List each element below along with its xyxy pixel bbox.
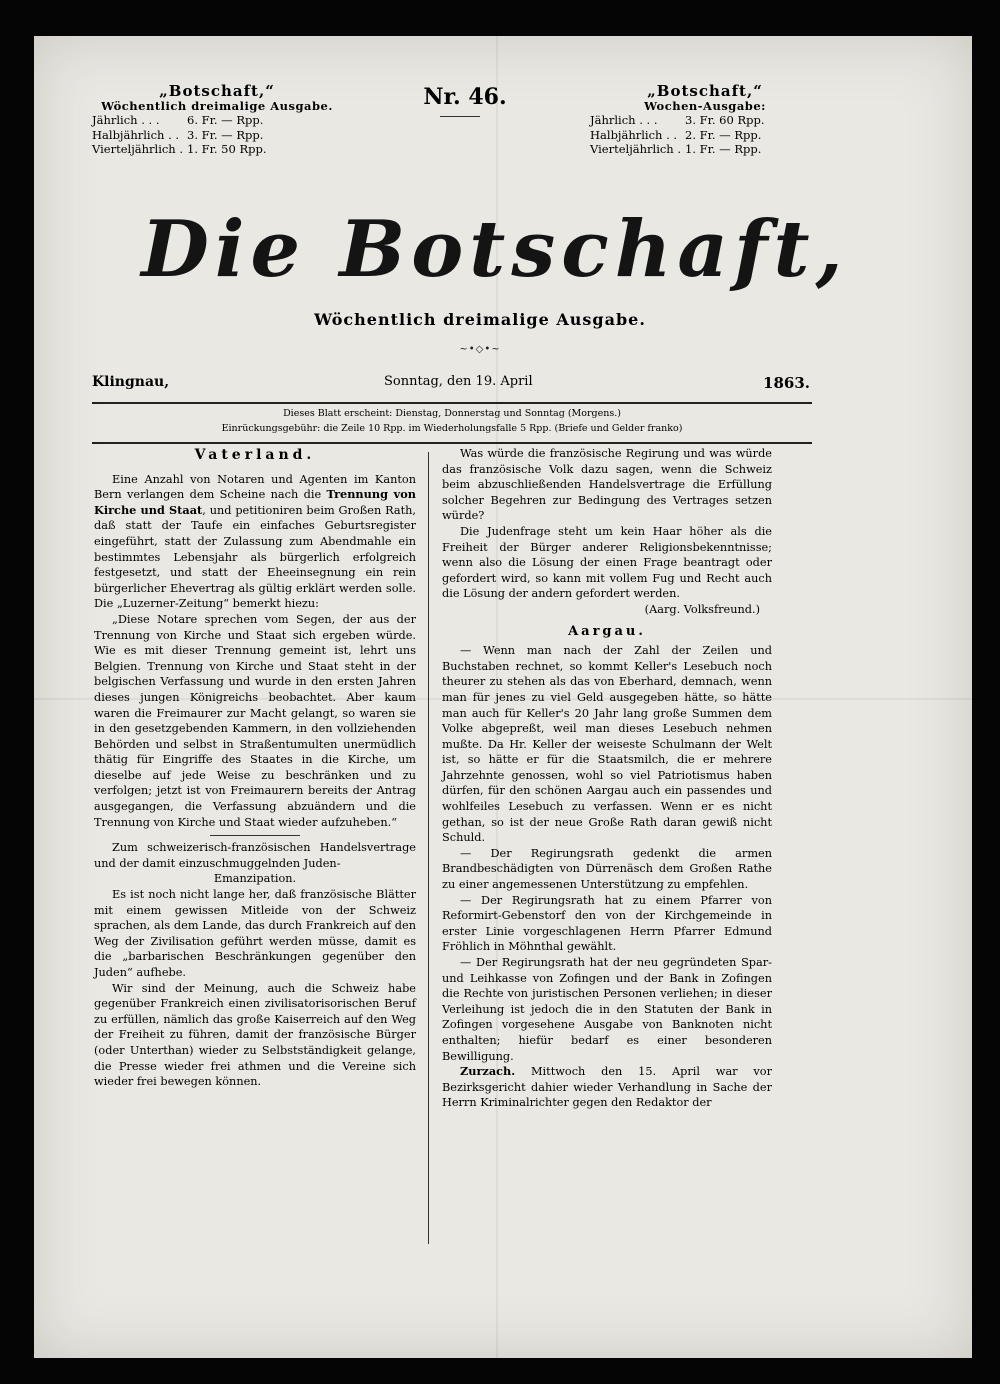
article-paragraph xyxy=(94,472,416,612)
source-attribution: (Aarg. Volksfreund.) xyxy=(644,602,760,616)
article-separator xyxy=(210,835,300,836)
right-block-subtitle: Wochen-Ausgabe: xyxy=(644,98,766,113)
price-row xyxy=(590,113,769,128)
text-run: , und petitioniren beim Großen Rath, daß statt der Taufe ein einfaches Geburtsregister eingeführt, statt der Zulassung zum Abendmahle ein bestimmtes Lebensjahr als bürgerlich erfolgreich festgesetzt, und statt der Eheeinsegnung ein rein bürgerlicher Ehevertrag als gültig erklärt werden solle. Die „Luzerner-Zeitung“ bemerkt hiezu: xyxy=(94,503,416,611)
news-item: — Der Regirungsrath hat der neu gegründeten Spar- und Leihkasse von Zofingen und der Bank in Zofingen die Rechte von juristischen Personen verliehen; in dieser Verleihung ist jedoch die in den Statuten der Bank in Zofingen vorgesehene Ausgabe von Banknoten nicht enthalten; hiefür bedarf es einer besonderen Bewilligung. xyxy=(442,956,772,1063)
notice-line-fees: Einrückungsgebühr: die Zeile 10 Rpp. im Wiederholungsfalle 5 Rpp. (Briefe und Gelder franko) xyxy=(221,423,683,434)
column-divider xyxy=(428,452,429,1244)
issue-number: Nr. 46. xyxy=(423,84,507,110)
news-item: — Der Regirungsrath hat zu einem Pfarrer von Reformirt-Gebenstorf den von der Kirchgemeinde in erster Linie vorgeschlagenen Herrn Pfarrer Edmund Fröhlich in Möhnthal gewählt. xyxy=(442,893,772,954)
notice-line-schedule: Dieses Blatt erscheint: Dienstag, Donnerstag und Sonntag (Morgens.) xyxy=(283,408,621,419)
place-name: Klingnau, xyxy=(92,374,170,390)
price-row xyxy=(92,142,271,157)
price-label: Jährlich . . . xyxy=(590,113,658,127)
left-block-title: „Botschaft,“ xyxy=(159,82,275,100)
price-label: Halbjährlich . . xyxy=(92,127,180,142)
subscription-prices-right xyxy=(590,84,820,157)
article-paragraph: Wir sind der Meinung, auch die Schweiz habe gegenüber Frankreich einen zivilisatorisorischen Beruf zu erfüllen, nämlich das große Kaiserreich auf den Weg der Freiheit zu führen, damit der französische Bürger (oder Unterthan) wieder zu Selbstständigkeit gelange, die Presse wieder frei athmen und die Vereine sich wieder frei bewegen können. xyxy=(94,981,416,1089)
price-amount: 1. Fr. 50 Rpp. xyxy=(187,142,267,156)
article-title-end: Emanzipation. xyxy=(213,872,297,886)
price-amount: 2. Fr. — Rpp. xyxy=(685,127,762,142)
text-run: Eine Anzahl von Notaren und Agenten im Kanton Bern verlangen dem Scheine nach die xyxy=(94,472,416,502)
header-rule-bottom xyxy=(92,442,812,444)
price-amount: 6. Fr. — Rpp. xyxy=(187,113,264,127)
subscription-prices-left xyxy=(92,84,342,157)
right-block-title: „Botschaft,“ xyxy=(647,82,763,100)
price-amount: 1. Fr. — Rpp. xyxy=(685,142,762,156)
news-item xyxy=(442,1064,772,1111)
news-item: — Der Regirungsrath gedenkt die armen Brandbeschädigten von Dürrenäsch dem Großen Rathe zu einer angemessenen Unterstützung zu empfehlen. xyxy=(442,846,772,892)
article-paragraph: Die Judenfrage steht um kein Haar höher als die Freiheit der Bürger anderer Religionsbekenntnisse; wenn also die Lösung der einen Frage beantragt oder gefordert wird, so kann mit vollem Fug und Recht auch die Lösung der andern gefordert werden. xyxy=(442,524,772,601)
price-row xyxy=(590,128,769,143)
price-label: Jährlich . . . xyxy=(92,113,160,127)
publication-notice xyxy=(92,406,812,436)
text-run: Mittwoch den 15. April war vor Bezirksgericht dahier wieder Verhandlung in Sache der Herrn Kriminalrichter gegen den Redaktor der xyxy=(442,1065,772,1110)
news-item: — Wenn man nach der Zahl der Zeilen und Buchstaben rechnet, so kommt Keller's Lesebuch noch theurer zu stehen als das von Eberhard, demnach, wenn man für jenes zu viel Geld ausgegeben hätte, so hätte man auch für Keller's 20 Jahr lang große Summen dem Volke abgepreßt, weil man dieses Lesebuch nehmen mußte. Da Hr. Keller der weiseste Schulmann der Welt ist, so hätte er für die Staatsmilch, die er mehrere Jahrzehnte genossen, wohl so viel Patriotismus haben dürfen, für den schönen Aargau auch ein passendes und wohlfeiles Lesebuch zu verfassen. Wenn er es nicht gethan, so ist der neue Große Rath daran gewiß nicht Schuld. xyxy=(442,644,772,845)
masthead-title: Die Botschaft, xyxy=(141,204,849,295)
masthead-subtitle: Wöchentlich dreimalige Ausgabe. xyxy=(314,310,646,329)
price-label: Vierteljährlich . xyxy=(590,142,682,156)
price-row xyxy=(92,113,271,128)
price-amount: 3. Fr. — Rpp. xyxy=(187,127,264,142)
quoted-paragraph: „Diese Notare sprechen vom Segen, der aus der Trennung von Kirche und Staat sich ergeben würde. Wie es mit dieser Trennung gemeint ist, lehrt uns Belgien. Trennung von Kirche und Staat steht in der belgischen Verfassung und wurde in den ersten Jahren dieses jungen Königreichs beobachtet. Aber kaum waren die Freimaurer zur Macht gelangt, so waren sie in den gesetzgebenden Kammern, in den vollziehenden Behörden und selbst in Straßentumulten unermüdlich thätig für Eingriffe des Staates in die Kirche, um dieselbe auf jede Weise zu beschränken und zu verfolgen; jetzt ist von Freimaurern bereits der Antrag ausgegangen, die Verfassung abzuändern und die Trennung von Kirche und Staat wieder aufzuheben.“ xyxy=(94,612,416,829)
bold-phrase: Trennung von Kirche und Staat xyxy=(94,487,416,517)
section-heading-aargau: Aargau. xyxy=(568,623,646,639)
right-column xyxy=(442,446,772,1111)
price-row xyxy=(92,128,271,143)
left-column xyxy=(94,446,416,1090)
bold-place: Zurzach. xyxy=(460,1064,516,1079)
header-rule-top xyxy=(92,402,812,404)
article-paragraph: Es ist noch nicht lange her, daß französische Blätter mit einem gewissen Mitleide von der Schweiz sprachen, als dem Lande, das durch Frankreich auf den Weg der Zivilisation geführt werden müsse, damit es die „barbarischen Beschränkungen gegenüber den Juden“ aufhebe. xyxy=(94,888,416,979)
price-label: Vierteljährlich . xyxy=(92,142,184,156)
left-block-subtitle: Wöchentlich dreimalige Ausgabe. xyxy=(101,98,333,113)
issue-year: 1863. xyxy=(763,374,810,392)
ornament-divider: ~•◇•~ xyxy=(459,344,501,355)
right-price-table xyxy=(590,113,769,157)
section-heading-vaterland: Vaterland. xyxy=(194,447,316,463)
left-price-table xyxy=(92,113,271,157)
issue-date: Sonntag, den 19. April xyxy=(384,374,533,389)
article-paragraph: Was würde die französische Regirung und was würde das französische Volk dazu sagen, wenn die Schweiz beim abzuschließenden Handelsvertrage die Erfüllung solcher Begehren zur Bedingung des Vertrages setzen würde? xyxy=(442,447,772,523)
price-row xyxy=(590,142,769,157)
price-amount: 3. Fr. 60 Rpp. xyxy=(685,113,765,127)
price-label: Halbjährlich . . xyxy=(590,127,678,142)
dateline xyxy=(92,374,810,398)
issue-number-rule xyxy=(440,116,480,117)
article-title: Zum schweizerisch-französischen Handelsvertrage und der damit einzuschmuggelnden Juden- xyxy=(94,841,416,870)
